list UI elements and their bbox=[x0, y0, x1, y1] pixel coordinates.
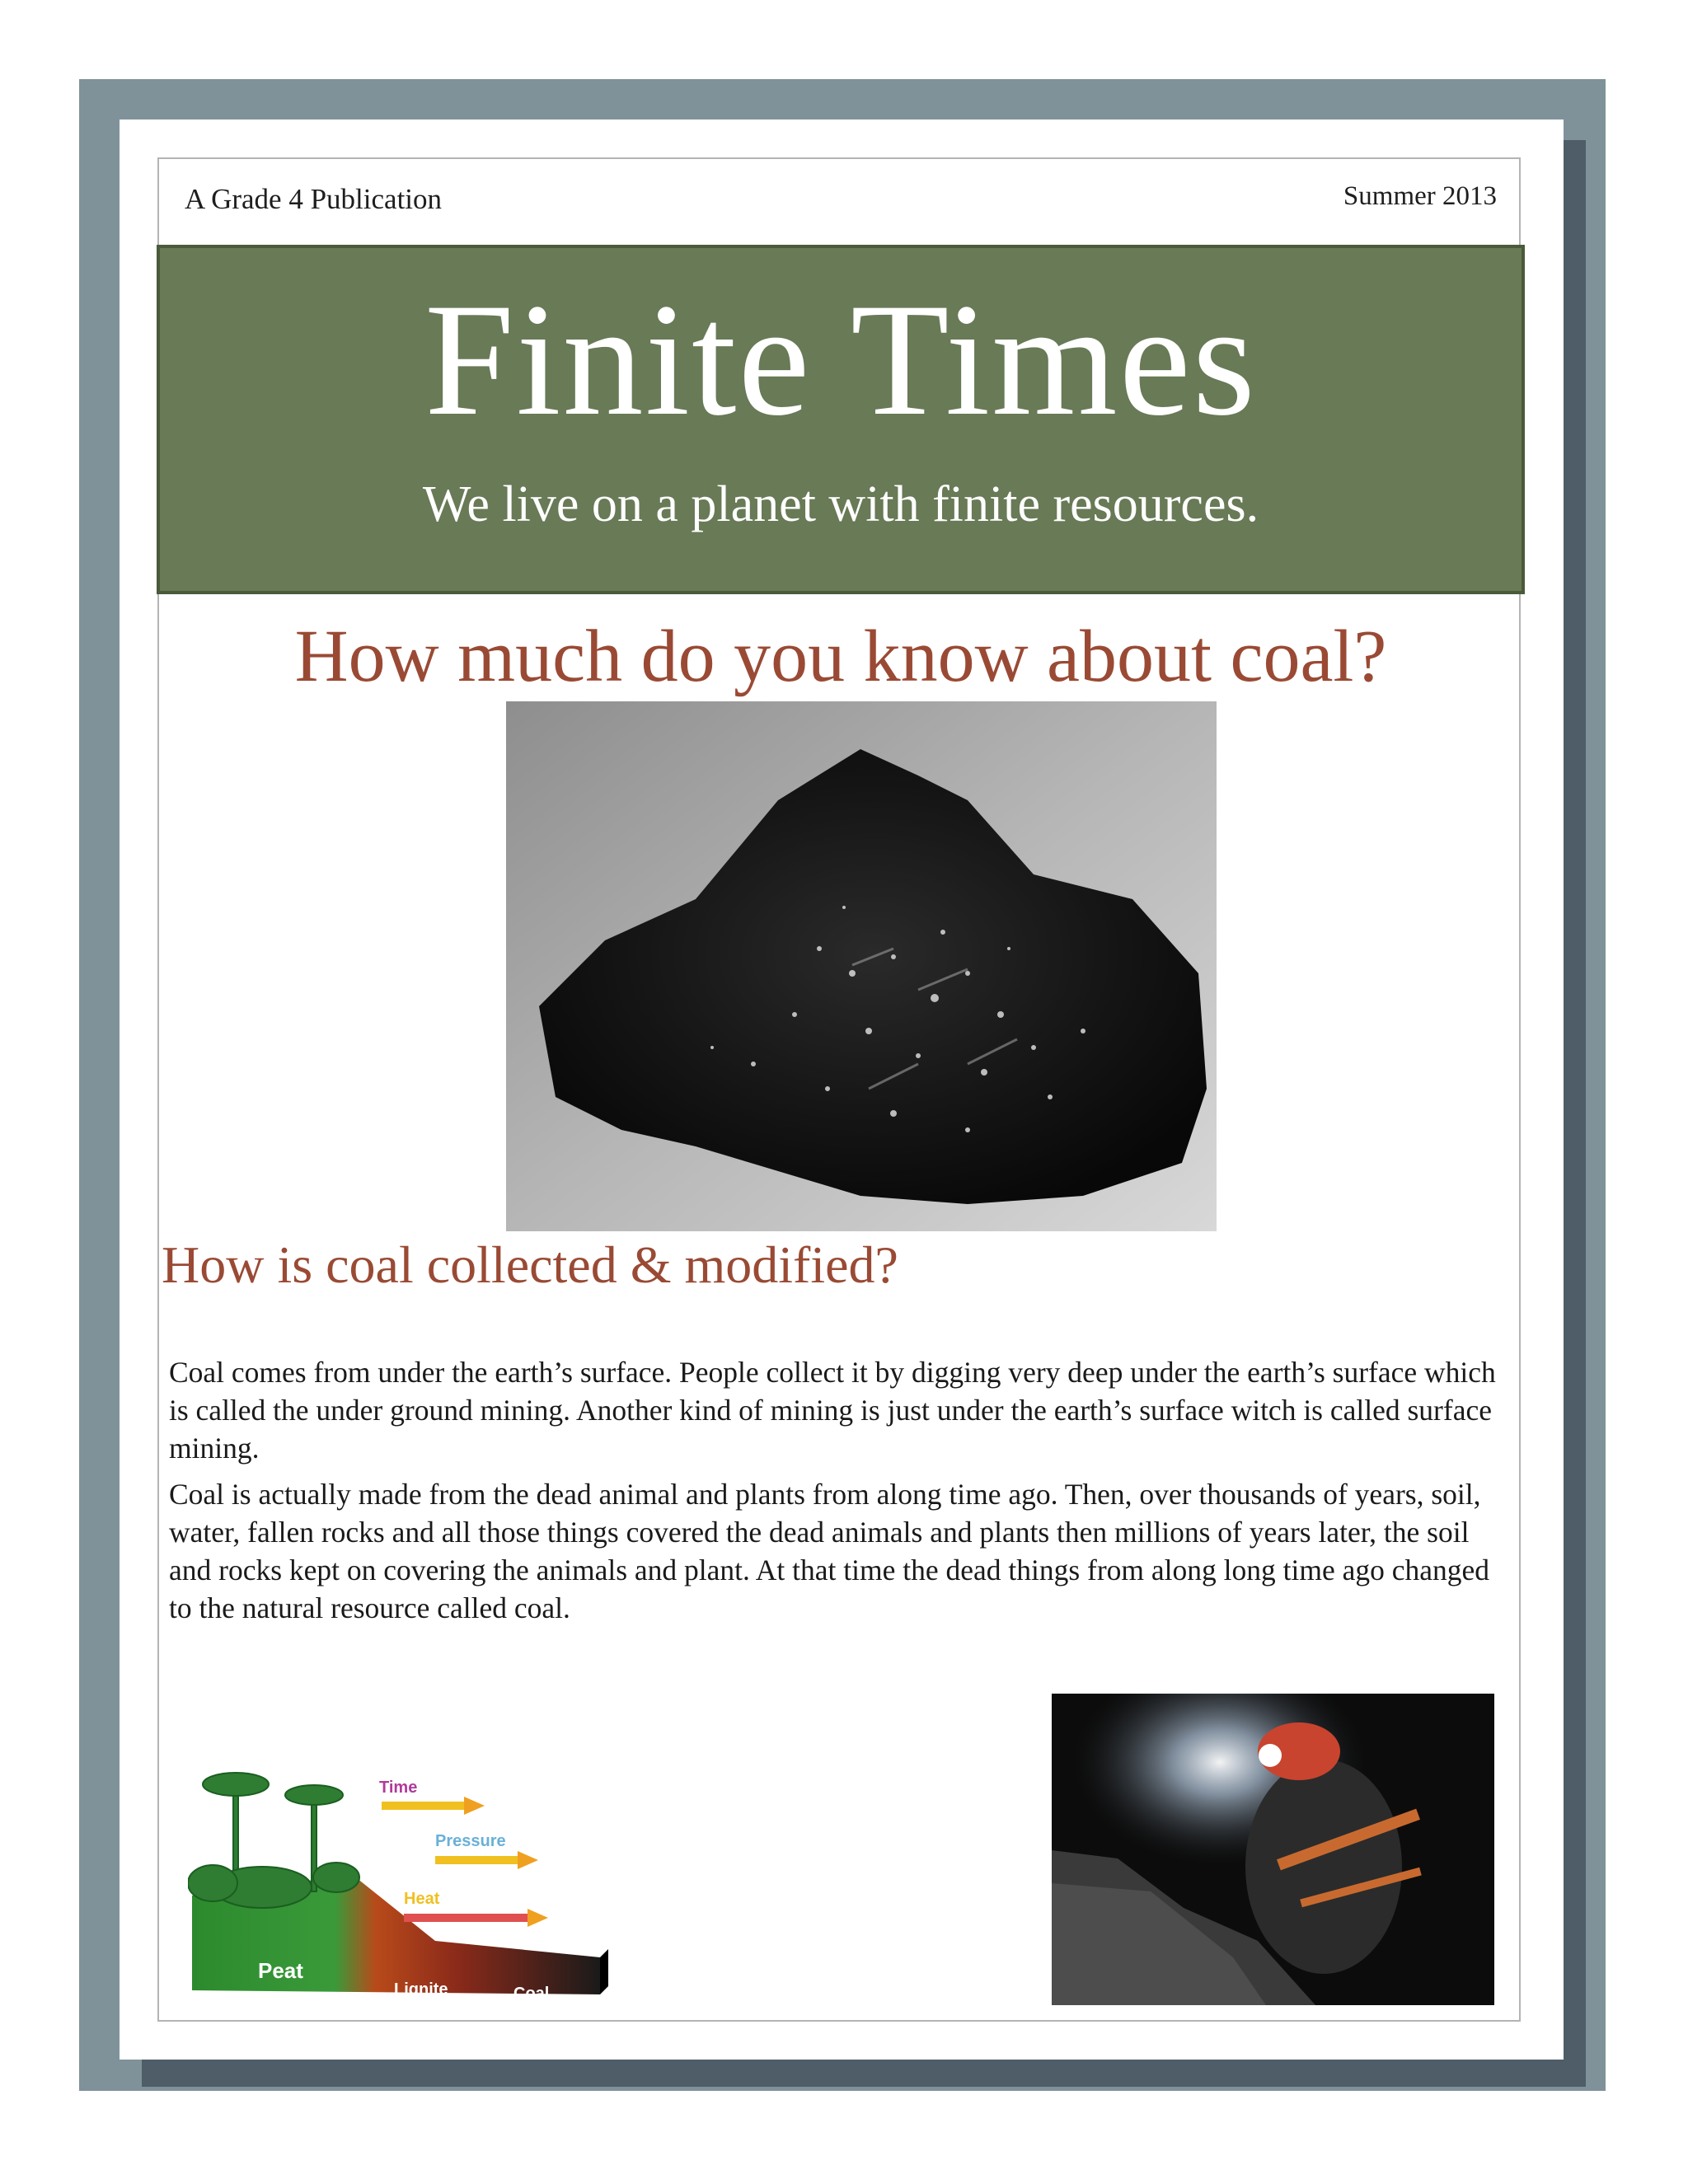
masthead-tagline: We live on a planet with finite resources. bbox=[422, 476, 1259, 532]
masthead-title: Finite Times bbox=[424, 270, 1257, 449]
article-paragraph: Coal comes from under the earth’s surface. People collect it by digging very deep under the earth’s surface which is called the under ground mining. Another kind of mining is just under the earth’s surface witch is called surface mining. bbox=[169, 1356, 1496, 1465]
publication-label: A Grade 4 Publication bbox=[185, 183, 443, 215]
diagram-label-time: Time bbox=[379, 1779, 418, 1797]
main-headline: How much do you know about coal? bbox=[294, 616, 1387, 697]
miner-photo bbox=[1052, 1694, 1494, 2005]
diagram-label-heat: Heat bbox=[404, 1890, 440, 1908]
diagram-label-pressure: Pressure bbox=[435, 1832, 506, 1850]
time-arrow bbox=[382, 1797, 485, 1815]
article-paragraph: Coal is actually made from the dead animal and plants from along time ago. Then, over thousands of years, soil, water, fallen rocks and all those things covered the dead animals and plants then millions of years later, the soil and rocks kept on covering the animals and plant. At that time the dead things from along long time ago changed to the natural resource called coal. bbox=[169, 1478, 1490, 1624]
heat-arrow bbox=[404, 1909, 548, 1927]
masthead bbox=[157, 245, 1525, 594]
coal-formation-diagram bbox=[188, 1731, 608, 2011]
article-body bbox=[169, 1353, 1508, 1635]
pressure-arrow bbox=[435, 1851, 538, 1869]
diagram-label-coal: Coal bbox=[513, 1985, 550, 2003]
section-heading: How is coal collected & modified? bbox=[162, 1235, 898, 1294]
coal-lump-photo bbox=[506, 701, 1217, 1231]
diagram-label-peat: Peat bbox=[258, 1958, 303, 1983]
diagram-label-lignite: Lignite bbox=[394, 1980, 448, 1999]
issue-date: Summer 2013 bbox=[1343, 181, 1497, 211]
